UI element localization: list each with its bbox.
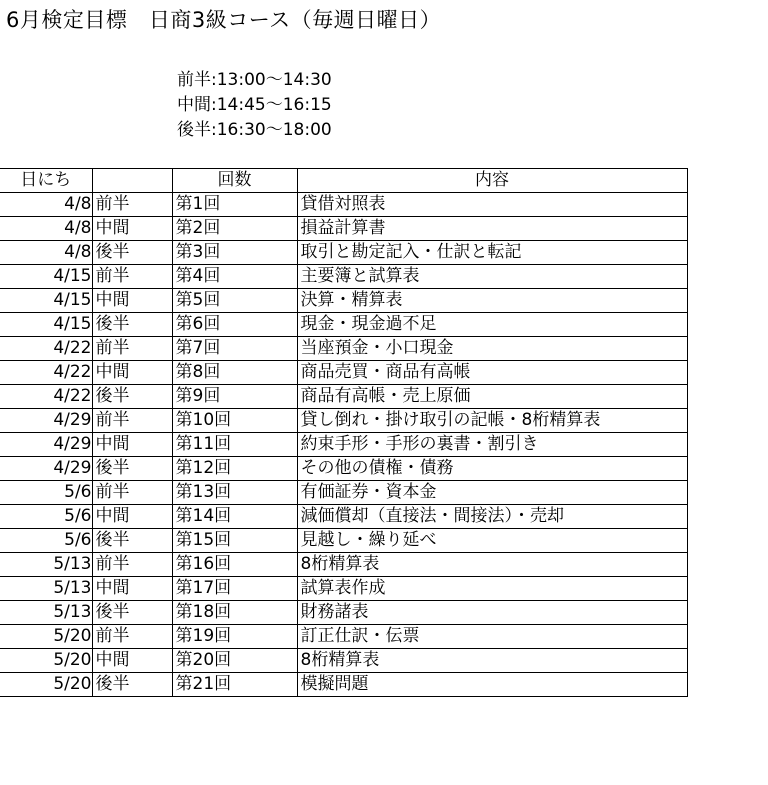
- row-session-number: 第16回: [172, 553, 297, 577]
- row-session-number: 第15回: [172, 529, 297, 553]
- row-session-number: 第1回: [172, 193, 297, 217]
- row-slot: 後半: [92, 241, 172, 265]
- row-date: 4/22: [0, 337, 92, 361]
- session-time-last: 後半:16:30～18:00: [177, 120, 332, 140]
- row-session-number: 第5回: [172, 289, 297, 313]
- schedule-body: [0, 193, 687, 697]
- row-session-number: 第6回: [172, 313, 297, 337]
- row-date: 4/29: [0, 457, 92, 481]
- row-slot: 前半: [92, 337, 172, 361]
- row-session-number: 第3回: [172, 241, 297, 265]
- row-date: 4/15: [0, 289, 92, 313]
- row-slot: 後半: [92, 457, 172, 481]
- row-session-number: 第2回: [172, 217, 297, 241]
- table-row: [0, 601, 687, 625]
- row-slot: 前半: [92, 265, 172, 289]
- row-slot: 後半: [92, 673, 172, 697]
- row-slot: 前半: [92, 193, 172, 217]
- row-session-number: 第20回: [172, 649, 297, 673]
- row-date: 4/29: [0, 433, 92, 457]
- table-row: [0, 481, 687, 505]
- row-date: 5/6: [0, 481, 92, 505]
- row-slot: 中間: [92, 505, 172, 529]
- row-slot: 中間: [92, 217, 172, 241]
- row-content: 商品売買・商品有高帳: [297, 361, 687, 385]
- row-slot: 中間: [92, 289, 172, 313]
- table-row: [0, 265, 687, 289]
- table-row: [0, 505, 687, 529]
- session-time-middle: 中間:14:45～16:15: [177, 95, 332, 115]
- row-content: 当座預金・小口現金: [297, 337, 687, 361]
- table-row: [0, 649, 687, 673]
- row-slot: 後半: [92, 313, 172, 337]
- session-time-first: 前半:13:00～14:30: [177, 70, 332, 90]
- schedule-table: [0, 168, 688, 697]
- table-row: [0, 433, 687, 457]
- row-date: 5/20: [0, 625, 92, 649]
- table-row: [0, 673, 687, 697]
- row-session-number: 第11回: [172, 433, 297, 457]
- row-session-number: 第9回: [172, 385, 297, 409]
- row-content: 決算・精算表: [297, 289, 687, 313]
- row-content: 主要簿と試算表: [297, 265, 687, 289]
- row-date: 4/8: [0, 193, 92, 217]
- row-content: その他の債権・債務: [297, 457, 687, 481]
- header-session-number: 回数: [172, 169, 297, 193]
- row-date: 5/13: [0, 553, 92, 577]
- table-row: [0, 313, 687, 337]
- row-session-number: 第21回: [172, 673, 297, 697]
- header-slot: [92, 169, 172, 193]
- row-session-number: 第4回: [172, 265, 297, 289]
- row-content: 財務諸表: [297, 601, 687, 625]
- row-slot: 前半: [92, 625, 172, 649]
- row-content: 有価証券・資本金: [297, 481, 687, 505]
- table-row: [0, 217, 687, 241]
- row-slot: 中間: [92, 649, 172, 673]
- row-session-number: 第7回: [172, 337, 297, 361]
- row-date: 4/29: [0, 409, 92, 433]
- table-row: [0, 385, 687, 409]
- session-times: [177, 68, 332, 143]
- row-session-number: 第14回: [172, 505, 297, 529]
- row-content: 貸借対照表: [297, 193, 687, 217]
- row-slot: 中間: [92, 433, 172, 457]
- table-row: [0, 337, 687, 361]
- row-slot: 後半: [92, 385, 172, 409]
- row-slot: 前半: [92, 409, 172, 433]
- row-content: 試算表作成: [297, 577, 687, 601]
- row-content: 8桁精算表: [297, 649, 687, 673]
- row-date: 4/8: [0, 217, 92, 241]
- row-session-number: 第13回: [172, 481, 297, 505]
- header-date: 日にち: [0, 169, 92, 193]
- table-row: [0, 625, 687, 649]
- row-slot: 中間: [92, 361, 172, 385]
- row-date: 5/20: [0, 649, 92, 673]
- row-session-number: 第12回: [172, 457, 297, 481]
- row-date: 4/22: [0, 361, 92, 385]
- table-row: [0, 529, 687, 553]
- row-slot: 前半: [92, 481, 172, 505]
- row-slot: 後半: [92, 529, 172, 553]
- row-date: 5/6: [0, 505, 92, 529]
- row-date: 4/8: [0, 241, 92, 265]
- table-header-row: [0, 169, 687, 193]
- row-slot: 中間: [92, 577, 172, 601]
- row-session-number: 第19回: [172, 625, 297, 649]
- table-row: [0, 241, 687, 265]
- page-title: 6月検定目標 日商3級コース（毎週日曜日）: [6, 8, 442, 32]
- row-date: 5/6: [0, 529, 92, 553]
- row-content: 訂正仕訳・伝票: [297, 625, 687, 649]
- row-content: 約束手形・手形の裏書・割引き: [297, 433, 687, 457]
- table-row: [0, 361, 687, 385]
- row-content: 取引と勘定記入・仕訳と転記: [297, 241, 687, 265]
- table-row: [0, 457, 687, 481]
- header-content: 内容: [297, 169, 687, 193]
- row-content: 模擬問題: [297, 673, 687, 697]
- row-date: 4/22: [0, 385, 92, 409]
- table-row: [0, 577, 687, 601]
- row-date: 5/13: [0, 577, 92, 601]
- row-content: 商品有高帳・売上原価: [297, 385, 687, 409]
- row-date: 5/13: [0, 601, 92, 625]
- row-session-number: 第18回: [172, 601, 297, 625]
- table-row: [0, 409, 687, 433]
- row-content: 損益計算書: [297, 217, 687, 241]
- row-content: 8桁精算表: [297, 553, 687, 577]
- table-row: [0, 553, 687, 577]
- row-session-number: 第17回: [172, 577, 297, 601]
- row-date: 4/15: [0, 313, 92, 337]
- row-slot: 前半: [92, 553, 172, 577]
- row-slot: 後半: [92, 601, 172, 625]
- row-content: 貸し倒れ・掛け取引の記帳・8桁精算表: [297, 409, 687, 433]
- row-session-number: 第8回: [172, 361, 297, 385]
- row-session-number: 第10回: [172, 409, 297, 433]
- row-content: 現金・現金過不足: [297, 313, 687, 337]
- row-content: 見越し・繰り延べ: [297, 529, 687, 553]
- table-row: [0, 289, 687, 313]
- row-content: 減価償却（直接法・間接法）・売却: [297, 505, 687, 529]
- row-date: 5/20: [0, 673, 92, 697]
- row-date: 4/15: [0, 265, 92, 289]
- table-row: [0, 193, 687, 217]
